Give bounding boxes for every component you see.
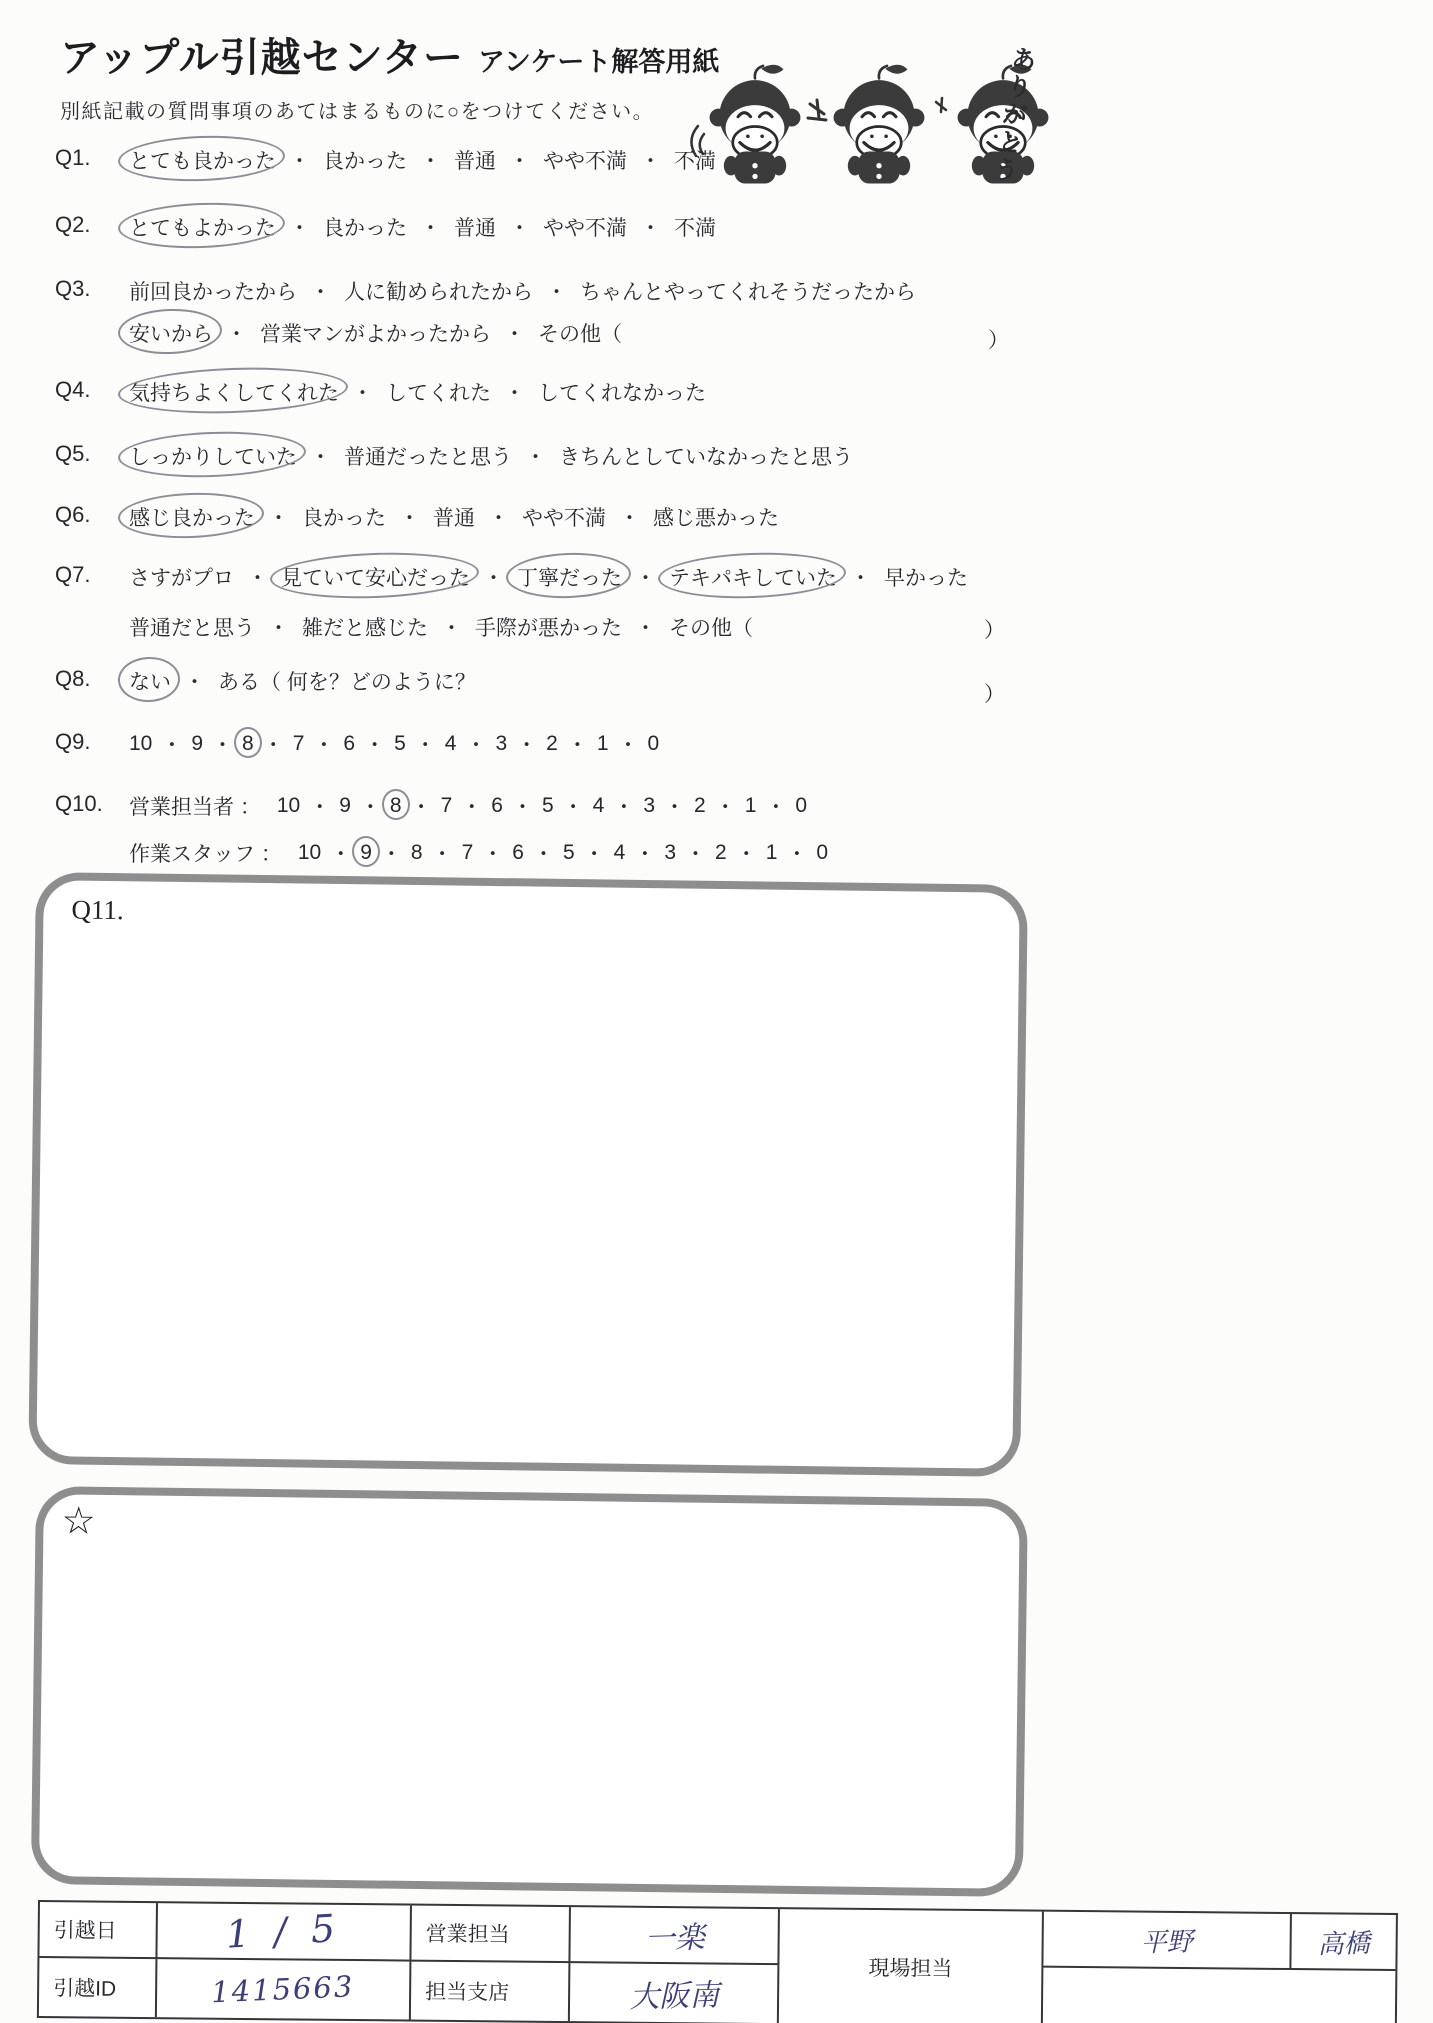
option-separator: ・ [714, 796, 736, 819]
option-separator: ・ [310, 446, 331, 469]
option-separator: ・ [359, 796, 381, 819]
answer-option: 4 [613, 841, 626, 864]
answer-option: 感じ悪かった [653, 507, 779, 530]
option-separator: ・ [309, 796, 331, 819]
question-line [129, 145, 716, 175]
option-separator: ・ [488, 507, 509, 530]
question-line [129, 612, 968, 642]
answer-option: 雑だと感じた [302, 617, 428, 640]
answer-option: その他（ [669, 617, 753, 640]
answer-option: 0 [647, 732, 660, 755]
handwritten-crew-name: 平野 [1140, 1926, 1194, 1958]
answer-option: 4 [592, 794, 605, 817]
branch-label: 担当支店 [411, 1962, 571, 2022]
option-separator: ・ [735, 843, 757, 866]
question-id: Q7. [55, 562, 91, 587]
option-separator: ・ [420, 217, 441, 240]
move-id-value [157, 1959, 412, 2019]
answer-option: 3 [664, 841, 677, 864]
option-separator: ・ [364, 734, 386, 757]
question-id: Q4. [55, 377, 91, 402]
question-q10 [55, 791, 828, 880]
handwritten-move-id: 1415663 [210, 1969, 356, 2010]
answer-option: 普通だと思う [129, 617, 255, 640]
answer-option: その他（ [538, 323, 622, 346]
answer-option: 普通 [433, 507, 475, 530]
option-separator: ・ [504, 323, 525, 346]
answer-option: 普通 [454, 150, 496, 173]
answer-option: 1 [744, 794, 757, 817]
option-separator: ・ [635, 617, 656, 640]
option-separator: ・ [504, 382, 525, 405]
answer-option: 5 [394, 732, 406, 755]
answer-option: 普通だったと思う [344, 446, 512, 469]
answer-option: 0 [816, 841, 829, 864]
option-separator: ・ [310, 281, 331, 304]
option-separator: ・ [613, 796, 635, 819]
answer-option: 手際が悪かった [475, 617, 622, 640]
close-paren: ） [984, 683, 1005, 706]
option-separator: ・ [380, 843, 402, 866]
option-separator: ・ [509, 150, 530, 173]
answer-option: 1 [765, 841, 778, 864]
rating-target-label: 作業スタッフ ： [129, 843, 282, 866]
answer-option: 9 [339, 794, 351, 817]
answer-option: 人に勧められたから [344, 281, 533, 304]
answer-option: 10 [297, 841, 322, 864]
answer-option: 早かった [884, 567, 968, 590]
site-crew-label: 現場担当 [779, 1909, 1044, 2023]
question-line [129, 377, 706, 407]
option-separator: ・ [410, 796, 432, 819]
site-crew-value-2 [1291, 1914, 1396, 1971]
answer-option: しっかりしていた [129, 441, 297, 471]
option-separator: ・ [399, 507, 420, 530]
question-id: Q3. [55, 276, 91, 301]
answer-option: きちんとしていなかったと思う [559, 446, 853, 469]
question-id: Q9. [55, 729, 91, 754]
question-line [129, 502, 779, 532]
option-separator: ・ [289, 217, 310, 240]
option-separator: ・ [511, 796, 533, 819]
question-line [129, 318, 916, 348]
answer-option: 良かった [323, 150, 407, 173]
star-icon: ☆ [61, 1500, 96, 1543]
option-separator: ・ [461, 796, 483, 819]
option-separator: ・ [420, 150, 441, 173]
question-q3 [55, 276, 916, 360]
option-separator: ・ [268, 507, 289, 530]
monkey-mascot-icon [706, 59, 804, 194]
empty-cell [1043, 1968, 1396, 2023]
question-q6 [55, 502, 779, 544]
question-q1 [55, 145, 716, 187]
mascot-illustration [680, 44, 1010, 194]
site-crew-value-1 [1043, 1912, 1292, 1970]
option-separator: ・ [289, 150, 310, 173]
sparkle-icon [804, 74, 830, 194]
handwritten-crew-name: 高橋 [1317, 1928, 1371, 1960]
answer-option: 2 [694, 794, 706, 817]
option-separator: ・ [482, 843, 504, 866]
answer-option: 7 [440, 794, 453, 817]
answer-option: 6 [512, 841, 524, 864]
question-line [129, 791, 828, 821]
question-line [129, 276, 916, 306]
option-separator: ・ [313, 734, 335, 757]
answer-option: 3 [495, 732, 508, 755]
answer-option: 9 [191, 732, 204, 755]
answer-option: 7 [292, 732, 305, 755]
answer-option: とてもよかった [129, 212, 276, 242]
answer-option: 見ていて安心だった [281, 562, 470, 592]
answer-option: 6 [491, 794, 503, 817]
move-date-value [157, 1903, 412, 1961]
question-id: Q2. [55, 212, 91, 237]
answer-option: 前回良かったから [129, 281, 297, 304]
handwritten-move-date: 1 / 5 [224, 1905, 343, 1957]
option-separator: ・ [640, 150, 661, 173]
sales-rep-value [570, 1907, 780, 1965]
option-separator: ・ [765, 796, 787, 819]
move-id-label: 引越ID [39, 1958, 158, 2017]
answer-option: 2 [715, 841, 727, 864]
answer-option: やや不満 [522, 507, 606, 530]
answer-option: 不満 [674, 217, 716, 240]
answer-option: 気持ちよくしてくれた [129, 377, 339, 407]
handwritten-sales-rep: 一楽 [643, 1920, 705, 1957]
handwritten-branch: 大阪南 [628, 1977, 720, 2016]
answer-option: 安いから [129, 318, 213, 348]
question-line [129, 666, 476, 696]
option-separator: ・ [685, 843, 707, 866]
option-separator: ・ [247, 567, 268, 590]
answer-option: 9 [360, 841, 372, 864]
answer-option: 感じ良かった [129, 502, 255, 532]
option-separator: ・ [546, 281, 567, 304]
answer-option: 8 [389, 794, 402, 817]
answer-option: 8 [410, 841, 423, 864]
move-date-label: 引越日 [39, 1902, 158, 1959]
answer-option: 普通 [454, 217, 496, 240]
option-separator: ・ [617, 734, 639, 757]
question-line [129, 729, 659, 759]
option-separator: ・ [525, 446, 546, 469]
option-separator: ・ [465, 734, 487, 757]
answer-option: 4 [444, 732, 457, 755]
option-separator: ・ [330, 843, 352, 866]
answer-option: とても良かった [129, 145, 276, 175]
option-separator: ・ [635, 567, 656, 590]
option-separator: ・ [161, 734, 183, 757]
rating-target-label: 営業担当者 ： [129, 796, 261, 819]
option-separator: ・ [441, 617, 462, 640]
answer-option: 0 [795, 794, 808, 817]
option-separator: ・ [431, 843, 453, 866]
question-line [129, 441, 853, 471]
option-separator: ・ [562, 796, 584, 819]
answer-option: ちゃんとやってくれそうだったから [580, 281, 916, 304]
answer-option: 6 [343, 732, 356, 755]
option-separator: ・ [634, 843, 656, 866]
star-note-box [31, 1486, 1028, 1897]
answer-option: 5 [562, 841, 575, 864]
option-separator: ・ [516, 734, 538, 757]
option-separator: ・ [509, 217, 530, 240]
question-q8 [55, 666, 476, 708]
sales-rep-label: 営業担当 [411, 1906, 571, 1964]
option-separator: ・ [262, 734, 284, 757]
answer-option: ある（ 何を？どのように？ [218, 671, 476, 694]
answer-option: 2 [546, 732, 558, 755]
question-q4 [55, 377, 706, 419]
question-q9 [55, 729, 659, 771]
option-separator: ・ [352, 382, 373, 405]
sparkle-icon [928, 74, 954, 194]
option-separator: ・ [786, 843, 808, 866]
question-id: Q6. [55, 502, 91, 527]
question-id: Q1. [55, 145, 91, 170]
answer-option: 10 [276, 794, 301, 817]
question-line [129, 212, 716, 242]
header [60, 26, 719, 124]
page-title: アンケート解答用紙 [478, 47, 720, 77]
answer-option: 5 [541, 794, 554, 817]
option-separator: ・ [414, 734, 436, 757]
option-separator: ・ [532, 843, 554, 866]
option-separator: ・ [640, 217, 661, 240]
question-q5 [55, 441, 853, 483]
close-paren: ） [988, 329, 1009, 352]
option-separator: ・ [268, 617, 289, 640]
option-separator: ・ [226, 323, 247, 346]
option-separator: ・ [850, 567, 871, 590]
question-id: Q10. [55, 791, 103, 816]
option-separator: ・ [483, 567, 504, 590]
answer-option: 3 [643, 794, 656, 817]
branch-value [570, 1963, 780, 2023]
monkey-mascot-icon [830, 59, 928, 194]
question-q7 [55, 562, 968, 654]
answer-option: やや不満 [543, 150, 627, 173]
answer-option: やや不満 [543, 217, 627, 240]
option-separator: ・ [212, 734, 234, 757]
answer-option: 良かった [302, 507, 386, 530]
option-separator: ・ [619, 507, 640, 530]
brand-title: アップル引越センター [60, 36, 464, 80]
answer-option: してくれた [386, 382, 491, 405]
footer-info-table [37, 1900, 1398, 2023]
question-id: Q5. [55, 441, 91, 466]
answer-option: テキパキしていた [669, 562, 837, 592]
answer-option: 営業マンがよかったから [260, 323, 491, 346]
close-paren: ） [984, 619, 1005, 642]
question-line [129, 562, 968, 592]
question-line [129, 838, 828, 868]
answer-option: 7 [461, 841, 474, 864]
answer-option: 良かった [323, 217, 407, 240]
answer-option: 不満 [674, 150, 716, 173]
answer-option: 10 [129, 732, 153, 755]
option-separator: ・ [583, 843, 605, 866]
q11-label: Q11. [71, 894, 124, 926]
option-separator: ・ [566, 734, 588, 757]
answer-option: 丁寧だった [517, 562, 622, 592]
question-id: Q8. [55, 666, 91, 691]
question-q2 [55, 212, 716, 254]
thanks-handwriting: ありがとう [988, 43, 1038, 187]
q11-answer-box [28, 872, 1028, 1477]
answer-option: 1 [596, 732, 609, 755]
option-separator: ・ [184, 671, 205, 694]
instruction-text: 別紙記載の質問事項のあてはまるものに○をつけてください。 [60, 101, 655, 123]
option-separator: ・ [664, 796, 686, 819]
answer-option: 8 [242, 732, 254, 755]
answer-option: さすがプロ [129, 567, 234, 590]
answer-option: ない [129, 666, 171, 696]
answer-option: してくれなかった [538, 382, 706, 405]
